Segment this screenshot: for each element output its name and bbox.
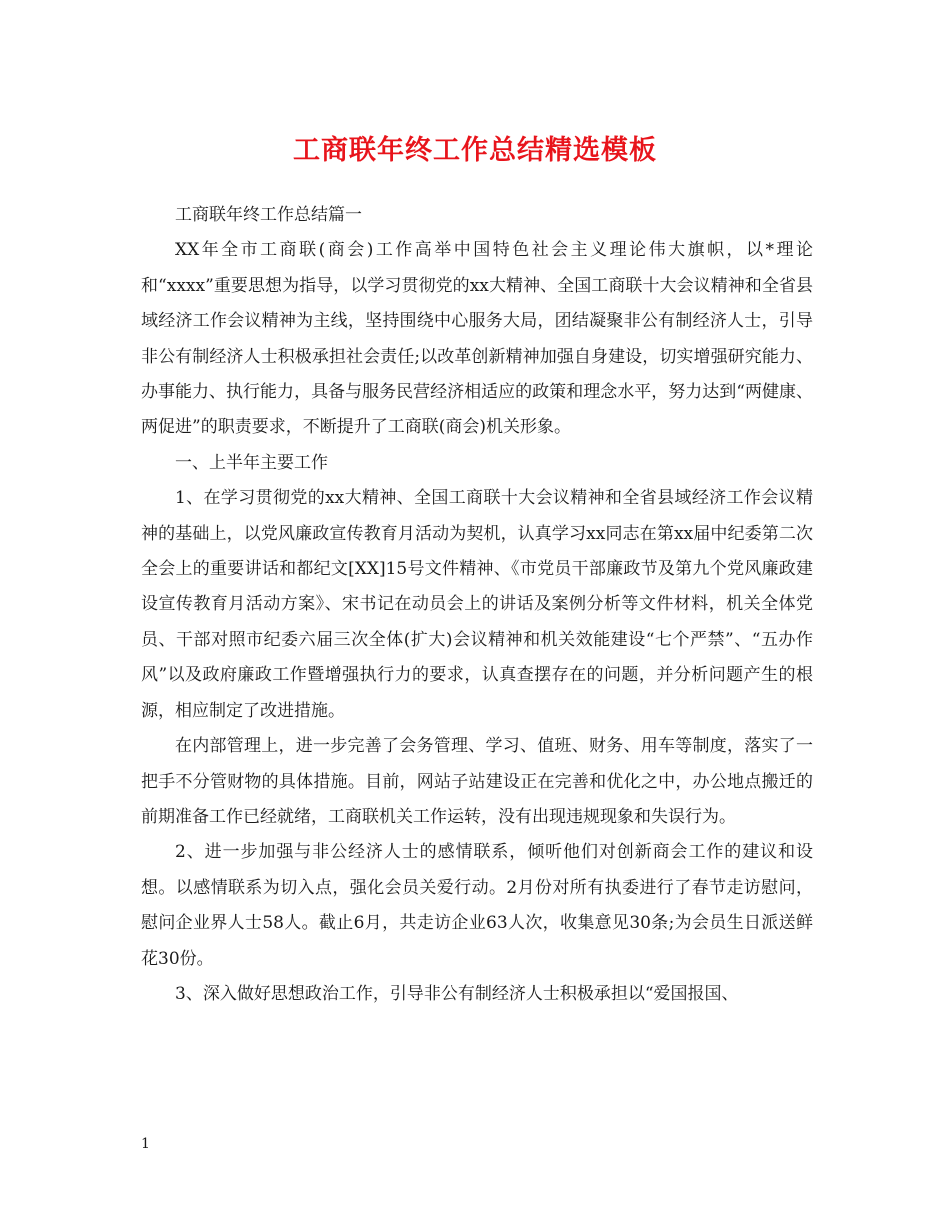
paragraph-intro: XX年全市工商联(商会)工作高举中国特色社会主义理论伟大旗帜，以*理论和“xxxx”重要思想为指导，以学习贯彻党的xx大精神、全国工商联十大会议精神和全省县域经济工作会议精神为主线，坚持围绕中心服务大局，团结凝聚非公有制经济人士，引导非公有制经济人士积极承担社会责任;以改革创新精神加强自身建设，切实增强研究能力、办事能力、执行能力，具备与服务民营经济相适应的政策和理念水平，努力达到“两健康、两促进”的职责要求，不断提升了工商联(商会)机关形象。 [141, 240, 813, 438]
paragraph-internal-management: 在内部管理上，进一步完善了会务管理、学习、值班、财务、用车等制度，落实了一把手不分管财物的具体措施。目前，网站子站建设正在完善和优化之中，办公地点搬迁的前期准备工作已经就绪，工商联机关工作运转，没有出现违规现象和失误行为。 [141, 736, 813, 827]
subheading-part-one: 工商联年终工作总结篇一 [175, 205, 362, 225]
page-number: 1 [141, 1136, 150, 1152]
section-heading: 一、上半年主要工作 [175, 452, 328, 473]
paragraph-item-3: 3、深入做好思想政治工作，引导非公有制经济人士积极承担以“爱国报国、 [175, 983, 739, 1004]
paragraph-item-1: 1、在学习贯彻党的xx大精神、全国工商联十大会议精神和全省县域经济工作会议精神的基础上，以党风廉政宣传教育月活动为契机，认真学习xx同志在第xx届中纪委第二次全会上的重要讲话和都纪文[XX]15号文件精神、《市党员干部廉政节及第九个党风廉政建设宣传教育月活动方案》、宋书记在动员会上的讲话及案例分析等文件材料，机关全体党员、干部对照市纪委六届三次全体(扩大)会议精神和机关效能建设“七个严禁”、“五办作风”以及政府廉政工作暨增强执行力的要求，认真查摆存在的问题，并分析问题产生的根源，相应制定了改进措施。 [141, 488, 813, 721]
document-title: 工商联年终工作总结精选模板 [293, 135, 657, 166]
paragraph-item-2: 2、进一步加强与非公经济人士的感情联系，倾听他们对创新商会工作的建议和设想。以感情联系为切入点，强化会员关爱行动。2月份对所有执委进行了春节走访慰问，慰问企业界人士58人。截止6月，共走访企业63人次，收集意见30条;为会员生日派送鲜花30份。 [141, 842, 813, 969]
document-body [141, 198, 813, 1012]
